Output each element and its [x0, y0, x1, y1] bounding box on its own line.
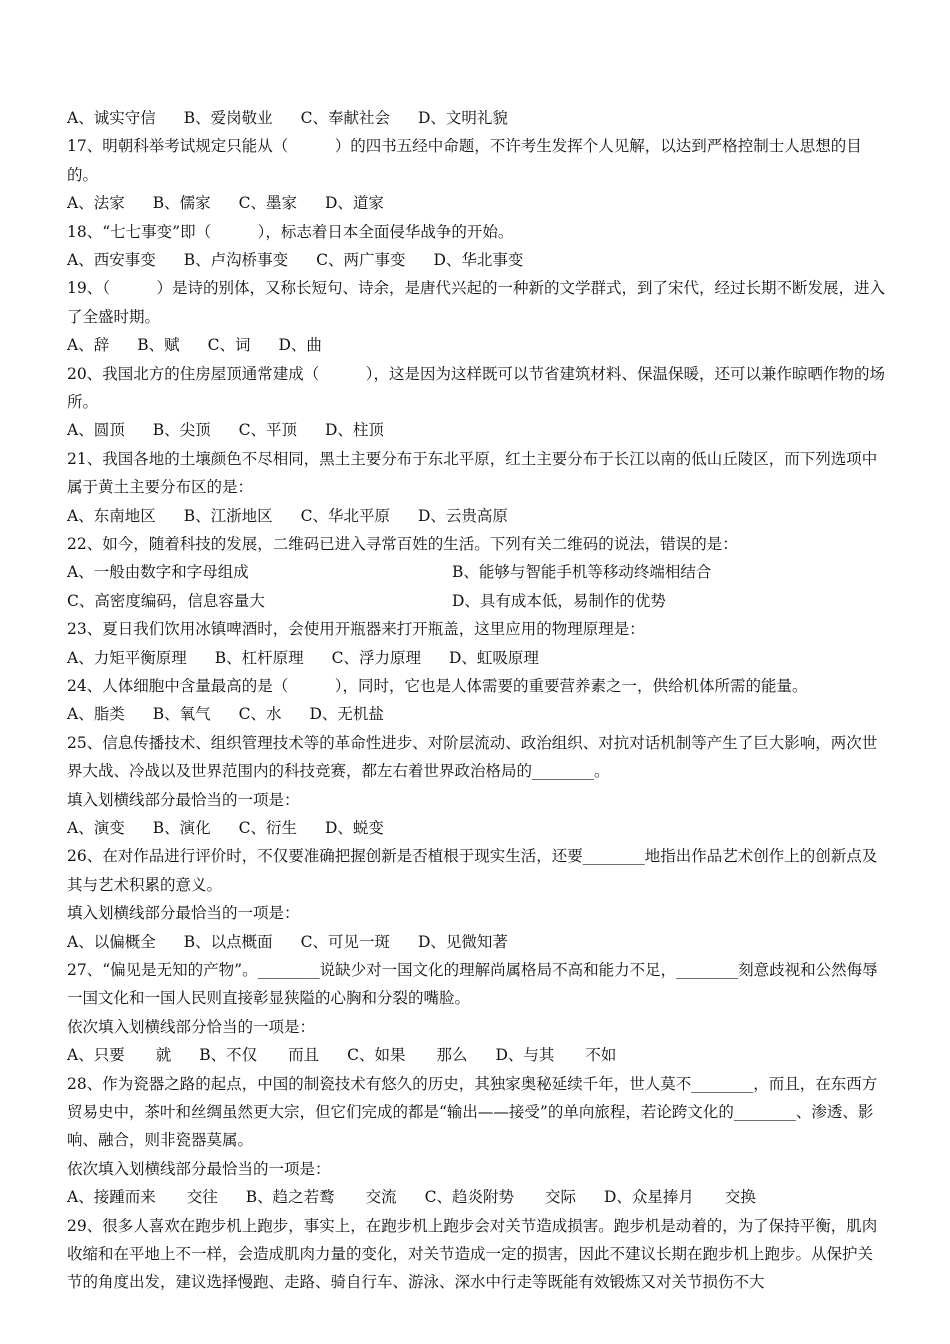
answer-option: C、墨家 [238, 194, 297, 213]
option-row [67, 104, 887, 132]
answer-option: C、如果 那么 [347, 1046, 468, 1065]
answer-option: B、演化 [152, 819, 211, 838]
question-text: 依次填入划横线部分最恰当的一项是： [67, 1159, 331, 1178]
question-text: 17、明朝科举考试规定只能从（ ）的四书五经中命题，不许考生发挥个人见解，以达到严格控制士人思想的目的。 [67, 137, 862, 184]
answer-option: C、平顶 [238, 421, 297, 440]
option-row [67, 189, 887, 217]
answer-option: B、卢沟桥事变 [183, 251, 289, 269]
answer-option: A、东南地区 [67, 506, 156, 525]
answer-option: C、衍生 [238, 819, 297, 838]
answer-option: A、诚实守信 [67, 109, 156, 127]
answer-option: D、见微知著 [417, 932, 508, 951]
answer-option: C、趋炎附势 交际 [424, 1188, 576, 1207]
answer-option: D、蜕变 [324, 819, 384, 838]
option-row [67, 558, 887, 615]
question-text: 28、作为瓷器之路的起点，中国的制瓷技术有悠久的历史，其独家奥秘延续千年，世人莫不________，而且，在东西方贸易史中，茶叶和丝绸虽然更大宗，但它们完成的都是“输出——接受”的单向旅程，若论跨文化的________、渗透、影响、融合，则非瓷器莫属。 [67, 1074, 878, 1150]
answer-option: D、云贵高原 [417, 506, 508, 525]
answer-option: D、柱顶 [324, 421, 384, 440]
answer-option: D、华北事变 [433, 251, 524, 269]
question-text: 20、我国北方的住房屋顶通常建成（ ），这是因为这样既可以节省建筑材料、保温保暖，还可以兼作晾晒作物的场所。 [67, 364, 885, 411]
question-text: 23、夏日我们饮用冰镇啤酒时，会使用开瓶器来打开瓶盖，这里应用的物理原理是： [67, 620, 645, 639]
answer-option: C、两广事变 [316, 251, 406, 269]
answer-option: D、曲 [278, 336, 322, 355]
answer-option: B、以点概面 [183, 932, 273, 951]
option-row [67, 1183, 887, 1211]
answer-option: B、氧气 [152, 705, 211, 724]
answer-option: C、浮力原理 [331, 648, 421, 667]
answer-option: C、水 [238, 705, 282, 724]
answer-option: D、具有成本低，易制作的优势 [452, 591, 666, 610]
answer-option: B、儒家 [152, 194, 211, 213]
answer-option: B、不仅 而且 [199, 1046, 320, 1065]
answer-option: A、一般由数字和字母组成 [67, 563, 249, 582]
option-row [67, 1041, 887, 1069]
answer-option: D、众星捧月 交换 [603, 1188, 756, 1207]
question-text: 填入划横线部分最恰当的一项是： [67, 904, 300, 923]
answer-option: C、词 [207, 336, 251, 355]
answer-option: B、江浙地区 [183, 506, 273, 525]
answer-option: A、辞 [67, 336, 110, 355]
option-row [67, 331, 887, 359]
option-row [67, 700, 887, 728]
question-text: 25、信息传播技术、组织管理技术等的革命性进步、对阶层流动、政治组织、对抗对话机制等产生了巨大影响，两次世界大战、冷战以及世界范围内的科技竞赛，都左右着世界政治格局的________。 [67, 733, 878, 781]
question-text: 26、在对作品进行评价时，不仅要准确把握创新是否植根于现实生活，还要________地指出作品艺术创作上的创新点及其与艺术积累的意义。 [67, 847, 878, 894]
question-text: 18、“七七事变”即（ ），标志着日本全面侵华战争的开始。 [67, 222, 514, 241]
option-row [67, 644, 887, 672]
exam-page [67, 104, 887, 1297]
answer-option: D、无机盐 [309, 705, 384, 724]
question-text: 22、如今，随着科技的发展，二维码已进入寻常百姓的生活。下列有关二维码的说法，错误的是： [67, 535, 738, 553]
answer-option: A、接踵而来 交往 [67, 1188, 218, 1207]
answer-option: A、只要 就 [67, 1046, 172, 1065]
answer-option: A、力矩平衡原理 [67, 648, 187, 667]
answer-option: B、尖顶 [152, 421, 211, 440]
option-row [67, 502, 887, 530]
question-text: 依次填入划横线部分恰当的一项是： [67, 1017, 316, 1036]
option-row [67, 246, 887, 274]
answer-option: B、趋之若鹜 交流 [245, 1188, 397, 1207]
option-row [67, 416, 887, 444]
answer-option: A、西安事变 [67, 251, 156, 269]
answer-option: B、杠杆原理 [214, 648, 304, 667]
answer-option: A、圆顶 [67, 421, 125, 440]
answer-option: C、华北平原 [300, 506, 390, 525]
answer-option: D、与其 不如 [495, 1046, 617, 1065]
option-row [67, 928, 887, 956]
answer-option: C、高密度编码，信息容量大 [67, 591, 265, 610]
answer-option: A、演变 [67, 819, 125, 838]
answer-option: B、爱岗敬业 [183, 109, 273, 127]
answer-option: D、道家 [324, 194, 384, 213]
question-text: 19、（ ）是诗的别体，又称长短句、诗余，是唐代兴起的一种新的文学群式，到了宋代，经过长期不断发展，进入了全盛时期。 [67, 279, 885, 326]
answer-option: A、法家 [67, 194, 125, 213]
question-text: 29、很多人喜欢在跑步机上跑步，事实上，在跑步机上跑步会对关节造成损害。跑步机是动着的，为了保持平衡，肌肉收缩和在平地上不一样，会造成肌肉力量的变化，对关节造成一定的损害，因此不建议长期在跑步机上跑步。从保护关节的角度出发，建议选择慢跑、走路、骑自行车、游泳、深水中行走等既能有效锻炼又对关节损伤不大 [67, 1216, 878, 1292]
answer-option: D、文明礼貌 [417, 109, 508, 127]
answer-option: A、以偏概全 [67, 932, 156, 951]
answer-option: D、虹吸原理 [448, 648, 539, 667]
question-text: 27、“偏见是无知的产物”。________说缺少对一国文化的理解尚属格局不高和能力不足，________刻意歧视和公然侮辱一国文化和一国人民则直接彰显狭隘的心胸和分裂的嘴脸。 [67, 961, 878, 1008]
answer-option: C、奉献社会 [300, 109, 390, 127]
answer-option: A、脂类 [67, 705, 125, 724]
answer-option: C、可见一斑 [300, 932, 390, 951]
question-text: 21、我国各地的土壤颜色不尽相同，黑土主要分布于东北平原，红土主要分布于长江以南的低山丘陵区，而下列选项中属于黄土主要分布区的是： [67, 449, 878, 497]
answer-option: B、能够与智能手机等移动终端相结合 [452, 563, 712, 582]
answer-option: B、赋 [137, 336, 180, 355]
question-text: 24、人体细胞中含量最高的是（ ），同时，它也是人体需要的重要营养素之一，供给机体所需的能量。 [67, 677, 808, 696]
question-text: 填入划横线部分最恰当的一项是： [67, 790, 300, 809]
option-row [67, 814, 887, 842]
